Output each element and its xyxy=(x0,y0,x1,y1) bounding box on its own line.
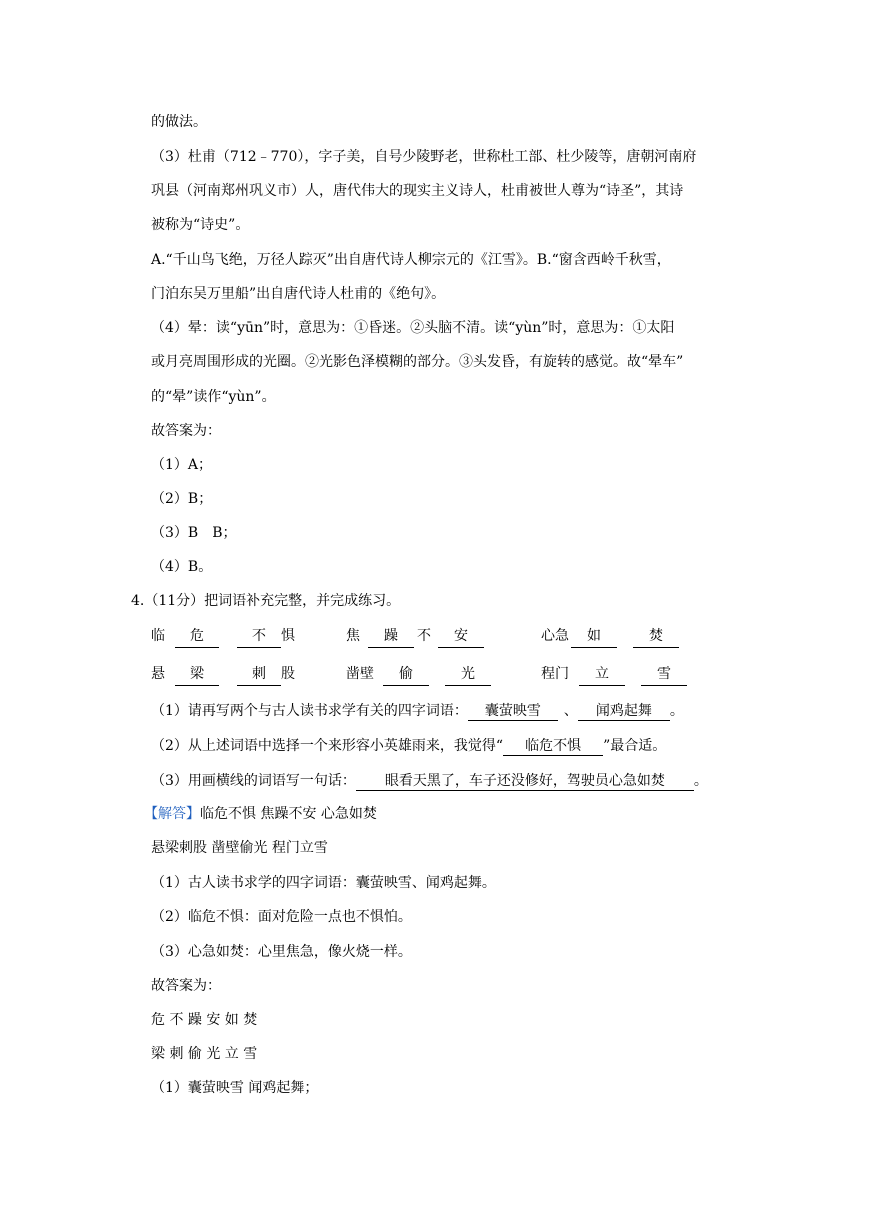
fill-blank: 刺 xyxy=(237,663,281,686)
fill-blank: 如 xyxy=(571,625,617,648)
sub-question-3 xyxy=(151,771,708,791)
text-line: 的“晕”读作“yùn”。 xyxy=(151,389,276,405)
text-line: 或月亮周围形成的光圈。②光影色泽模糊的部分。③头发昏，有旋转的感觉。故“晕车” xyxy=(151,354,684,370)
word-row-1 xyxy=(151,625,711,649)
answer-item: （1）A； xyxy=(151,457,213,473)
fill-blank: 躁 xyxy=(368,625,414,648)
answer-blank: 临危不惧 xyxy=(503,737,603,756)
sub-question-text: （3）用画横线的词语写一句话： xyxy=(151,773,356,789)
sentence-end: ”最合适。 xyxy=(603,738,667,754)
sentence-end: 。 xyxy=(669,703,684,719)
text-line: （4）晕：读“yūn”时，意思为：①昏迷。②头脑不清。读“yùn”时，意思为：①太阳 xyxy=(151,320,675,336)
explanation-line: （1）古人读书求学的四字词语：囊萤映雪、闻鸡起舞。 xyxy=(151,875,496,891)
explanation-line: （2）临危不惧：面对危险一点也不惧怕。 xyxy=(151,909,412,925)
solution-text: 悬梁刺股 凿壁偷光 程门立雪 xyxy=(151,840,328,856)
answer-label: 故答案为： xyxy=(151,978,221,994)
word-char: 惧 xyxy=(281,628,295,644)
fill-blank: 光 xyxy=(445,663,491,686)
answer-item: （3）B B； xyxy=(151,525,237,541)
fill-blank: 立 xyxy=(579,663,625,686)
word-char: 临 xyxy=(151,628,165,644)
answer-line: 梁 刺 偷 光 立 雪 xyxy=(151,1046,258,1062)
fill-blank: 梁 xyxy=(175,663,219,686)
question-title: 4.（11分）把词语补充完整，并完成练习。 xyxy=(131,593,401,609)
text-line: 门泊东吴万里船”出自唐代诗人杜甫的《绝句》。 xyxy=(151,286,446,302)
word-char: 股 xyxy=(281,666,295,682)
text-line: 被称为“诗史”。 xyxy=(151,217,250,233)
answer-blank: 囊萤映雪 xyxy=(468,702,558,721)
solution-header xyxy=(144,804,377,824)
word-char: 悬 xyxy=(151,666,165,682)
word-char: 凿壁 xyxy=(346,666,374,682)
fill-blank: 雪 xyxy=(641,663,687,686)
answer-blank: 眼看天黑了，车子还没修好，驾驶员心急如焚 xyxy=(356,772,694,791)
solution-tag: 【解答】 xyxy=(144,806,200,822)
word-char: 心急 xyxy=(541,628,569,644)
explanation-line: （3）心急如焚：心里焦急，像火烧一样。 xyxy=(151,944,412,960)
text-line: （3）杜甫（712﹣770），字子美，自号少陵野老，世称杜工部、杜少陵等，唐朝河南府 xyxy=(151,149,697,165)
answer-label: 故答案为： xyxy=(151,423,221,439)
answer-line: （1）囊萤映雪 闻鸡起舞； xyxy=(151,1080,319,1096)
text-line: 的做法。 xyxy=(151,114,207,130)
word-char: 不 xyxy=(417,628,431,644)
answer-line: 危 不 躁 安 如 焚 xyxy=(151,1012,258,1028)
answer-item: （2）B； xyxy=(151,491,213,507)
text-line: A.“千山鸟飞绝，万径人踪灭”出自唐代诗人柳宗元的《江雪》。B.“窗含西岭千秋雪， xyxy=(151,252,671,268)
sub-question-text: （1）请再写两个与古人读书求学有关的四字词语： xyxy=(151,703,468,719)
fill-blank: 偷 xyxy=(383,663,429,686)
text-line: 巩县（河南郑州巩义市）人，唐代伟大的现实主义诗人，杜甫被世人尊为“诗圣”，其诗 xyxy=(151,183,684,199)
sub-question-1 xyxy=(151,701,684,721)
sub-question-text: （2）从上述词语中选择一个来形容小英雄雨来，我觉得“ xyxy=(151,738,504,754)
sub-question-2 xyxy=(151,736,666,756)
sentence-end: 。 xyxy=(693,773,708,789)
fill-blank: 焚 xyxy=(633,625,679,648)
fill-blank: 危 xyxy=(175,625,219,648)
solution-text: 临危不惧 焦躁不安 心急如焚 xyxy=(200,806,377,822)
fill-blank: 不 xyxy=(237,625,281,648)
word-row-2 xyxy=(151,663,711,687)
separator: 、 xyxy=(563,703,578,719)
word-char: 焦 xyxy=(346,628,360,644)
answer-blank: 闻鸡起舞 xyxy=(578,702,670,721)
answer-item: （4）B。 xyxy=(151,559,213,575)
fill-blank: 安 xyxy=(438,625,484,648)
word-char: 程门 xyxy=(541,666,569,682)
